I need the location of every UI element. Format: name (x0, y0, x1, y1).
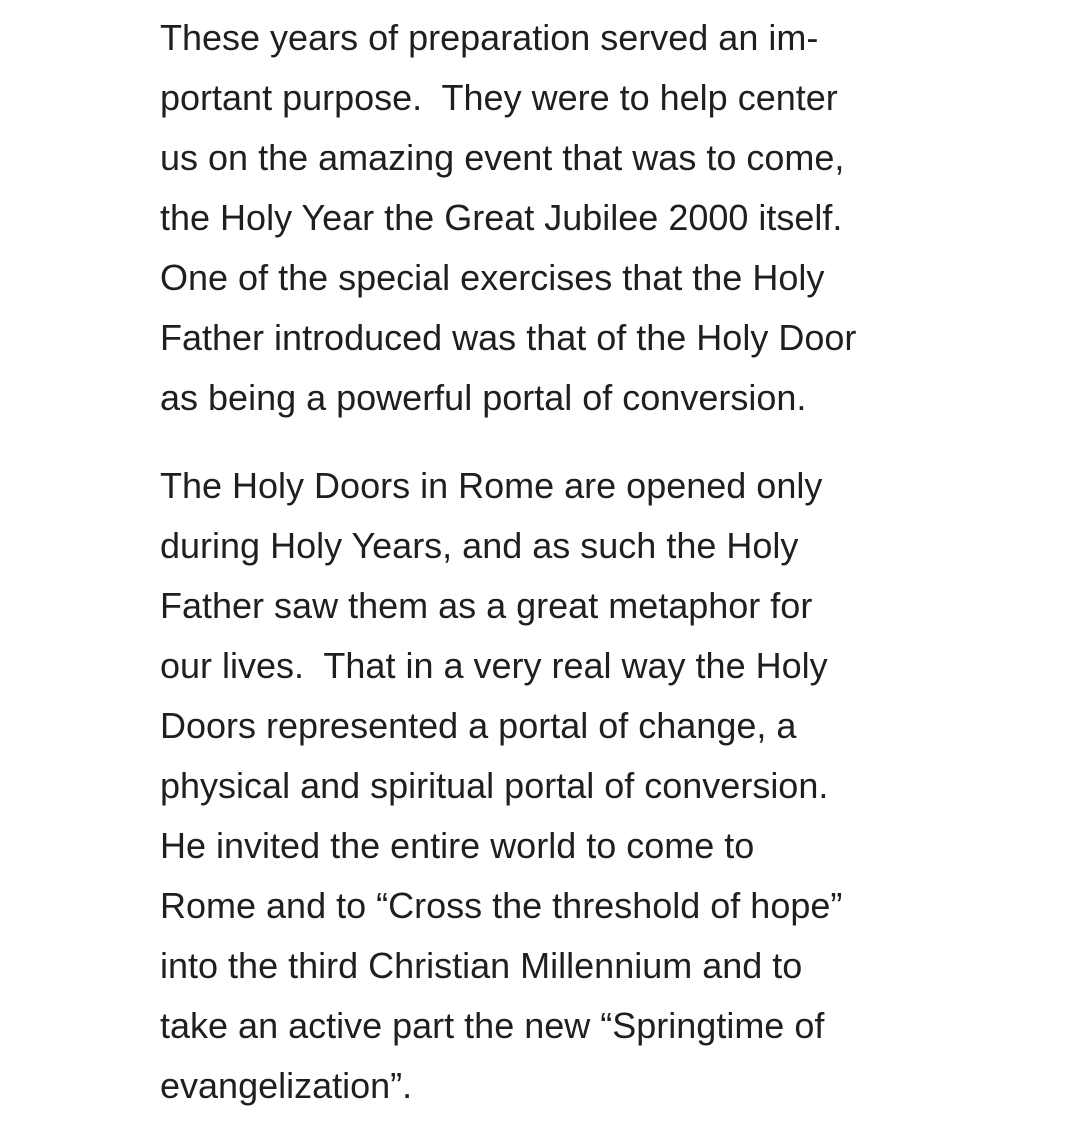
text-line: the Holy Year the Great Jubilee 2000 itself. (160, 197, 843, 238)
paragraph-2 (160, 456, 960, 1116)
text-line: Father introduced was that of the Holy Door (160, 317, 857, 358)
text-line: One of the special exercises that the Holy (160, 257, 825, 298)
text-line: evangelization”. (160, 1065, 413, 1106)
text-line: during Holy Years, and as such the Holy (160, 525, 799, 566)
text-line: Doors represented a portal of change, a (160, 705, 797, 746)
document-body (160, 8, 960, 1116)
text-line: He invited the entire world to come to (160, 825, 755, 866)
text-line: These years of preparation served an im- (160, 17, 819, 58)
text-line: Rome and to “Cross the threshold of hope” (160, 885, 843, 926)
text-line: Father saw them as a great metaphor for (160, 585, 813, 626)
text-line: into the third Christian Millennium and to (160, 945, 803, 986)
text-line: portant purpose. They were to help center (160, 77, 838, 118)
text-line: The Holy Doors in Rome are opened only (160, 465, 823, 506)
text-line: physical and spiritual portal of conversion. (160, 765, 829, 806)
text-line: as being a powerful portal of conversion. (160, 377, 807, 418)
paragraph-1 (160, 8, 960, 428)
text-line: our lives. That in a very real way the Holy (160, 645, 828, 686)
text-line: us on the amazing event that was to come, (160, 137, 845, 178)
text-line: take an active part the new “Springtime of (160, 1005, 825, 1046)
